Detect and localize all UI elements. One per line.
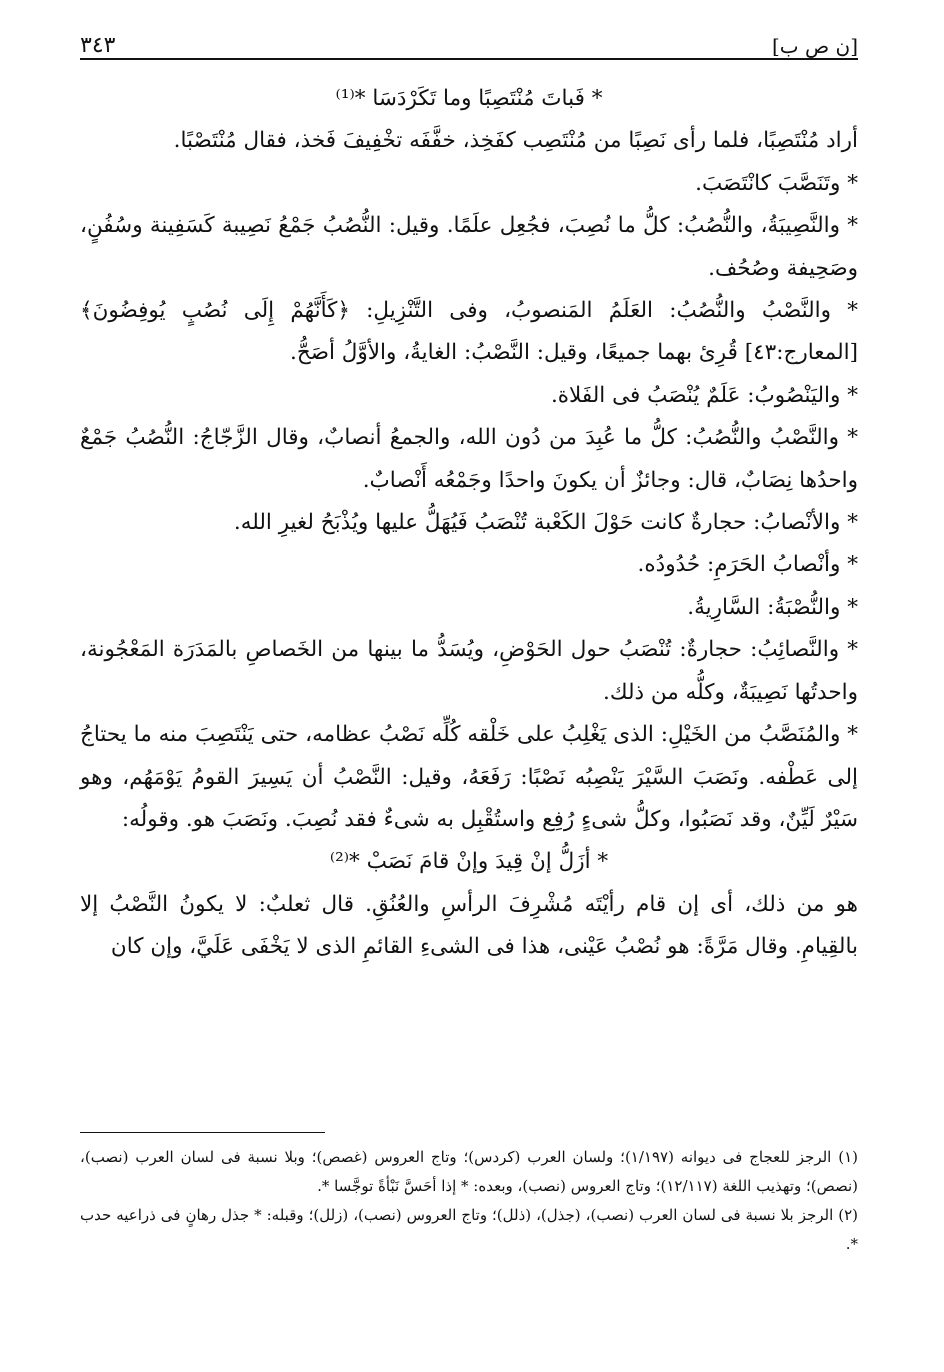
- page-header: [80, 22, 858, 60]
- section-heading: [ن ص ب]: [771, 34, 858, 58]
- footnote-divider: [80, 1132, 325, 1133]
- main-text: [80, 78, 858, 969]
- paragraph: * والمُنَصَّبُ من الخَيْلِ: الذى يَغْلِبُ على خَلْقه كُلِّه نَصْبُ عظامه، حتى يَنْتَصِبَ منه ما يحتاجُ إلى عَطْفه. ونَصَبَ السَّيْرَ يَنْصِبُه نَصْبًا: رَفَعَهُ، وقيل: النَّصْبُ أن يَسِيرَ القومُ يَوْمَهُم، وهو سَيْرٌ لَيِّنٌ، وقد نَصَبُوا، وكلُّ شىءٍ رُفِع واستُقْبِل به شىءٌ فقد نُصِبَ. ونَصَبَ هو. وقولُه:: [80, 722, 858, 832]
- paragraph: * والنَّصْبُ والنُّصُبُ: العَلَمُ المَنصوبُ، وفى التَّنْزِيلِ: ﴿كَأَنَّهُمْ إِلَى نُصُبٍ يُوفِضُونَ﴾ [المعارج:٤٣] قُرِئ بهما جميعًا، وقيل: النَّصْبُ: الغايةُ، والأوَّلُ أصَحُّ.: [80, 298, 858, 366]
- paragraph: * والنُّصْبَةُ: السَّارِيةُ.: [687, 594, 858, 620]
- paragraph: * وتَنَصَّبَ كانْتَصَبَ.: [695, 170, 858, 196]
- footnote-list: [80, 1143, 858, 1259]
- paragraph: أراد مُنْتَصِبًا، فلما رأى نَصِبًا من مُنْتَصِب كفَخِذ، خفَّفَه تخْفِيفَ فَخذ، فقال مُنْتَصْبًا.: [173, 128, 858, 154]
- footnotes: [80, 1132, 858, 1259]
- paragraph: * واليَنْصُوبُ: عَلَمٌ يُنْصَبُ فى الفَلاة.: [550, 382, 858, 408]
- footnote: (١) الرجز للعجاج فى ديوانه (١/١٩٧)؛ ولسان العرب (كردس)؛ وتاج العروس (غصص)؛ وبلا نسبة فى لسان العرب (نصب)، (نصص)؛ وتهذيب اللغة (١٢/١١٧)؛ وتاج العروس (نصب)، وبعده: * إذا أحَسَّ نَبْأةً توجَّسا *.: [80, 1148, 858, 1195]
- verse-line: * أزَلُّ إنْ قِيدَ وإنْ قامَ نَصَبْ *⁽²⁾: [329, 849, 609, 875]
- paragraph: هو من ذلك، أى إن قام رأيْتَه مُشْرِفَ الرأسِ والعُنُقِ. قال ثعلبٌ: لا يكونُ النَّصْبُ إلا بالقِيامِ. وقال مَرَّةً: هو نُصْبُ عَيْنى، هذا فى الشىءِ القائمِ الذى لا يَخْفَى عَلَيَّ، وإن كان: [80, 891, 858, 960]
- footnote: (٢) الرجز بلا نسبة فى لسان العرب (نصب)، (جذل)، (ذلل)؛ وتاج العروس (نصب)، (زلل)؛ وقبله: * جذل رهانٍ فى ذراعيه حدب *.: [80, 1206, 858, 1253]
- page-number: ٣٤٣: [80, 33, 116, 58]
- paragraph: * وأنْصابُ الحَرَمِ: حُدُودُه.: [637, 552, 858, 578]
- paragraph: * والنَّصائِبُ: حجارةٌ: تُنْصَبُ حول الحَوْضِ، ويُسَدُّ ما بينها من الخَصاصِ بالمَدَرَة المَعْجُونة، واحدتُها نَصِيبَةٌ، وكلُّه من ذلك.: [80, 637, 858, 705]
- verse-line: * فَباتَ مُنْتَصِبًا وما تَكَرْدَسَا *⁽¹⁾: [335, 86, 603, 111]
- paragraph: * والنَّصِيبَةُ، والنُّصُبُ: كلُّ ما نُصِبَ، فجُعِل علَمًا. وقيل: النُّصُبُ جَمْعُ نَصِيبة كَسَفِينة وسُفُنٍ، وصَحِيفة وصُحُف.: [80, 213, 858, 281]
- paragraph: * والنَّصْبُ والنُّصُبُ: كلُّ ما عُبِدَ من دُون الله، والجمعُ أنصابٌ، وقال الزَّجّاجُ: النُّصُبُ جَمْعٌ واحدُها نِصَابٌ، قال: وجائزٌ أن يكونَ واحدًا وجَمْعُه أَنْصابٌ.: [80, 425, 858, 493]
- paragraph: * والأنْصابُ: حجارةٌ كانت حَوْلَ الكَعْبة تُنْصَبُ فَيُهَلُّ عليها ويُذْبَحُ لغيرِ الله.: [233, 510, 858, 536]
